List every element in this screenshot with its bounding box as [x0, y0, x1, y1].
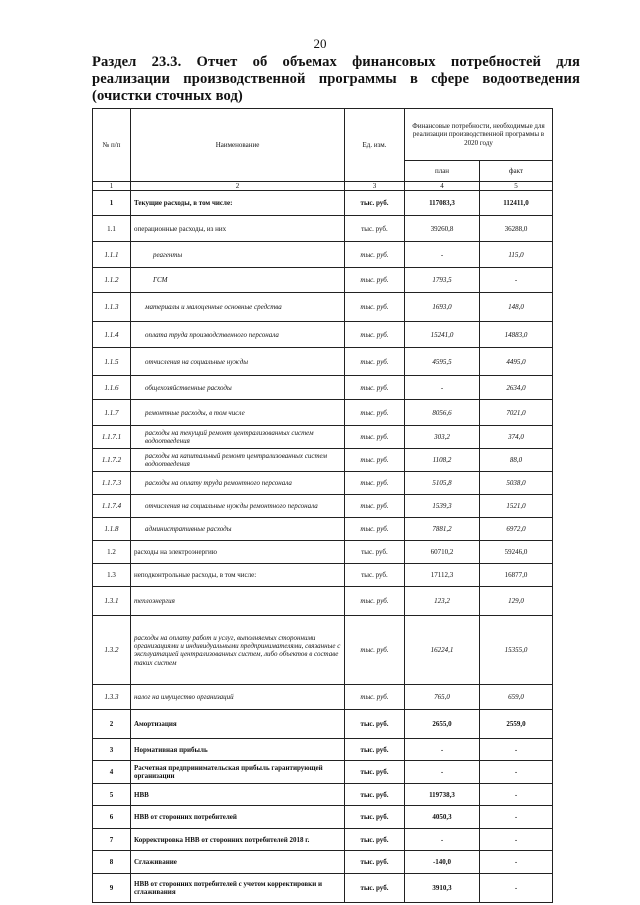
row-plan-value: 117083,3	[405, 191, 480, 216]
row-unit: тыс. руб.	[345, 322, 405, 348]
row-number: 1.3.1	[93, 587, 131, 616]
table-row	[93, 449, 553, 472]
table-row	[93, 784, 553, 806]
row-unit: тыс. руб.	[345, 472, 405, 495]
row-fact-value: 15355,0	[480, 616, 553, 685]
row-unit: тыс. руб.	[345, 216, 405, 242]
header-unit: Ед. изм.	[345, 109, 405, 182]
header-fact: факт	[480, 161, 553, 182]
table-row	[93, 348, 553, 376]
row-name: Нормативная прибыль	[131, 739, 345, 761]
header-plan: план	[405, 161, 480, 182]
row-name: Текущие расходы, в том числе:	[131, 191, 345, 216]
row-number: 1.3.2	[93, 616, 131, 685]
row-fact-value: 129,0	[480, 587, 553, 616]
row-number: 1.3.3	[93, 685, 131, 710]
table-row	[93, 495, 553, 518]
table-row	[93, 472, 553, 495]
row-name: НВВ	[131, 784, 345, 806]
table-row	[93, 851, 553, 874]
row-number: 8	[93, 851, 131, 874]
row-plan-value: -	[405, 376, 480, 400]
table-row	[93, 376, 553, 400]
table-row	[93, 710, 553, 739]
row-fact-value: 5038,0	[480, 472, 553, 495]
row-unit: тыс. руб.	[345, 426, 405, 449]
table-row	[93, 518, 553, 541]
row-name: расходы на капитальный ремонт централизованных систем водоотведения	[131, 449, 345, 472]
row-fact-value: -	[480, 806, 553, 829]
row-unit: тыс. руб.	[345, 541, 405, 564]
document-title: Раздел 23.3. Отчет об объемах финансовых потребностей для реализации производственной программы в сфере водоотведения (очистки сточных вод)	[92, 54, 580, 104]
row-number: 9	[93, 874, 131, 903]
row-name: неподконтрольные расходы, в том числе:	[131, 564, 345, 587]
row-number: 1.3	[93, 564, 131, 587]
row-plan-value: 1693,0	[405, 293, 480, 322]
row-plan-value: -	[405, 739, 480, 761]
table-row	[93, 541, 553, 564]
table-row	[93, 400, 553, 426]
row-plan-value: 119738,3	[405, 784, 480, 806]
table-row	[93, 739, 553, 761]
page-number: 20	[313, 36, 327, 51]
header-name: Наименование	[131, 109, 345, 182]
row-name: расходы на текущий ремонт централизованных систем водоотведения	[131, 426, 345, 449]
row-number: 6	[93, 806, 131, 829]
table-row	[93, 191, 553, 216]
row-unit: тыс. руб.	[345, 400, 405, 426]
row-name: НВВ от сторонних потребителей с учетом корректировки и сглаживания	[131, 874, 345, 903]
row-fact-value: 36288,0	[480, 216, 553, 242]
row-plan-value: 8056,6	[405, 400, 480, 426]
row-name: отчисления на социальные нужды ремонтного персонала	[131, 495, 345, 518]
table-row	[93, 685, 553, 710]
table-row	[93, 322, 553, 348]
table-row	[93, 874, 553, 903]
row-number: 3	[93, 739, 131, 761]
row-plan-value: 4050,3	[405, 806, 480, 829]
financial-needs-table	[92, 108, 553, 903]
row-plan-value: -	[405, 242, 480, 268]
colnum-4: 4	[405, 182, 480, 191]
row-fact-value: -	[480, 268, 553, 293]
row-name: оплата труда производственного персонала	[131, 322, 345, 348]
table-row	[93, 564, 553, 587]
row-unit: тыс. руб.	[345, 685, 405, 710]
row-fact-value: 4495,0	[480, 348, 553, 376]
row-fact-value: 1521,0	[480, 495, 553, 518]
row-name: административные расходы	[131, 518, 345, 541]
row-unit: тыс. руб.	[345, 829, 405, 851]
row-name: НВВ от сторонних потребителей	[131, 806, 345, 829]
row-number: 1.1.1	[93, 242, 131, 268]
table-row	[93, 293, 553, 322]
row-name: Расчетная предпринимательская прибыль гарантирующей организации	[131, 761, 345, 784]
table-row	[93, 242, 553, 268]
row-unit: тыс. руб.	[345, 761, 405, 784]
row-name: расходы на электроэнергию	[131, 541, 345, 564]
row-name: теплоэнергия	[131, 587, 345, 616]
row-plan-value: 39260,8	[405, 216, 480, 242]
row-plan-value: 15241,0	[405, 322, 480, 348]
row-fact-value: -	[480, 784, 553, 806]
row-unit: тыс. руб.	[345, 851, 405, 874]
row-number: 1.1.7.4	[93, 495, 131, 518]
row-unit: тыс. руб.	[345, 293, 405, 322]
row-number: 1.1	[93, 216, 131, 242]
row-number: 1.1.6	[93, 376, 131, 400]
row-number: 1	[93, 191, 131, 216]
column-number-row	[93, 182, 553, 191]
row-fact-value: 2634,0	[480, 376, 553, 400]
row-fact-value: 16877,0	[480, 564, 553, 587]
row-number: 2	[93, 710, 131, 739]
row-plan-value: 123,2	[405, 587, 480, 616]
row-plan-value: -140,0	[405, 851, 480, 874]
table-row	[93, 268, 553, 293]
table-row	[93, 806, 553, 829]
row-plan-value: 2655,0	[405, 710, 480, 739]
row-unit: тыс. руб.	[345, 739, 405, 761]
row-unit: тыс. руб.	[345, 242, 405, 268]
row-unit: тыс. руб.	[345, 449, 405, 472]
row-name: налог на имущество организаций	[131, 685, 345, 710]
row-unit: тыс. руб.	[345, 564, 405, 587]
row-name: общехозяйственные расходы	[131, 376, 345, 400]
row-unit: тыс. руб.	[345, 376, 405, 400]
row-name: отчисления на социальные нужды	[131, 348, 345, 376]
row-number: 5	[93, 784, 131, 806]
colnum-5: 5	[480, 182, 553, 191]
row-unit: тыс. руб.	[345, 495, 405, 518]
row-number: 1.1.5	[93, 348, 131, 376]
row-fact-value: 148,0	[480, 293, 553, 322]
row-name: материалы и малоценные основные средства	[131, 293, 345, 322]
table-row	[93, 761, 553, 784]
row-fact-value: -	[480, 874, 553, 903]
row-unit: тыс. руб.	[345, 518, 405, 541]
row-unit: тыс. руб.	[345, 616, 405, 685]
row-number: 1.1.3	[93, 293, 131, 322]
row-plan-value: 3910,3	[405, 874, 480, 903]
row-name: ремонтные расходы, в том числе	[131, 400, 345, 426]
row-plan-value: 1539,3	[405, 495, 480, 518]
row-fact-value: 88,0	[480, 449, 553, 472]
row-fact-value: -	[480, 829, 553, 851]
row-fact-value: 7021,0	[480, 400, 553, 426]
table-row	[93, 426, 553, 449]
header-num: № п/п	[93, 109, 131, 182]
row-unit: тыс. руб.	[345, 806, 405, 829]
row-plan-value: -	[405, 761, 480, 784]
row-plan-value: 5105,8	[405, 472, 480, 495]
table-row	[93, 829, 553, 851]
row-unit: тыс. руб.	[345, 587, 405, 616]
row-plan-value: 16224,1	[405, 616, 480, 685]
row-name: расходы на оплату работ и услуг, выполняемых сторонними организациями и индивидуальными предпринимателями, связанные с эксплуатацией централизованных систем, либо объектов в составе таких систем	[131, 616, 345, 685]
header-financial-needs: Финансовые потребности, необходимые для реализации производственной программы в 2020 году	[405, 109, 553, 161]
row-plan-value: 17112,3	[405, 564, 480, 587]
row-fact-value: 59246,0	[480, 541, 553, 564]
row-number: 1.1.7.1	[93, 426, 131, 449]
colnum-2: 2	[131, 182, 345, 191]
row-name: Амортизация	[131, 710, 345, 739]
colnum-3: 3	[345, 182, 405, 191]
row-unit: тыс. руб.	[345, 874, 405, 903]
row-plan-value: 4595,5	[405, 348, 480, 376]
row-unit: тыс. руб.	[345, 710, 405, 739]
row-number: 1.2	[93, 541, 131, 564]
row-number: 1.1.7.3	[93, 472, 131, 495]
row-plan-value: -	[405, 829, 480, 851]
row-number: 1.1.4	[93, 322, 131, 348]
row-number: 1.1.8	[93, 518, 131, 541]
header-row	[93, 109, 553, 161]
row-fact-value: 115,0	[480, 242, 553, 268]
table-row	[93, 216, 553, 242]
row-fact-value: 659,0	[480, 685, 553, 710]
row-number: 7	[93, 829, 131, 851]
row-plan-value: 7881,2	[405, 518, 480, 541]
row-name: Корректировка НВВ от сторонних потребителей 2018 г.	[131, 829, 345, 851]
row-fact-value: -	[480, 851, 553, 874]
row-number: 1.1.2	[93, 268, 131, 293]
row-fact-value: 6972,0	[480, 518, 553, 541]
colnum-1: 1	[93, 182, 131, 191]
row-unit: тыс. руб.	[345, 348, 405, 376]
row-plan-value: 1793,5	[405, 268, 480, 293]
row-unit: тыс. руб.	[345, 268, 405, 293]
row-name: Сглаживание	[131, 851, 345, 874]
row-name: расходы на оплату труда ремонтного персонала	[131, 472, 345, 495]
row-fact-value: 14883,0	[480, 322, 553, 348]
table-row	[93, 587, 553, 616]
row-number: 1.1.7.2	[93, 449, 131, 472]
row-number: 1.1.7	[93, 400, 131, 426]
row-name: ГСМ	[131, 268, 345, 293]
row-name: операционные расходы, из них	[131, 216, 345, 242]
row-unit: тыс. руб.	[345, 784, 405, 806]
row-fact-value: 374,0	[480, 426, 553, 449]
row-fact-value: -	[480, 761, 553, 784]
row-plan-value: 60710,2	[405, 541, 480, 564]
row-plan-value: 1108,2	[405, 449, 480, 472]
table-row	[93, 616, 553, 685]
row-fact-value: 112411,0	[480, 191, 553, 216]
row-name: реагенты	[131, 242, 345, 268]
row-plan-value: 765,0	[405, 685, 480, 710]
row-plan-value: 303,2	[405, 426, 480, 449]
row-fact-value: -	[480, 739, 553, 761]
row-number: 4	[93, 761, 131, 784]
row-unit: тыс. руб.	[345, 191, 405, 216]
row-fact-value: 2559,0	[480, 710, 553, 739]
